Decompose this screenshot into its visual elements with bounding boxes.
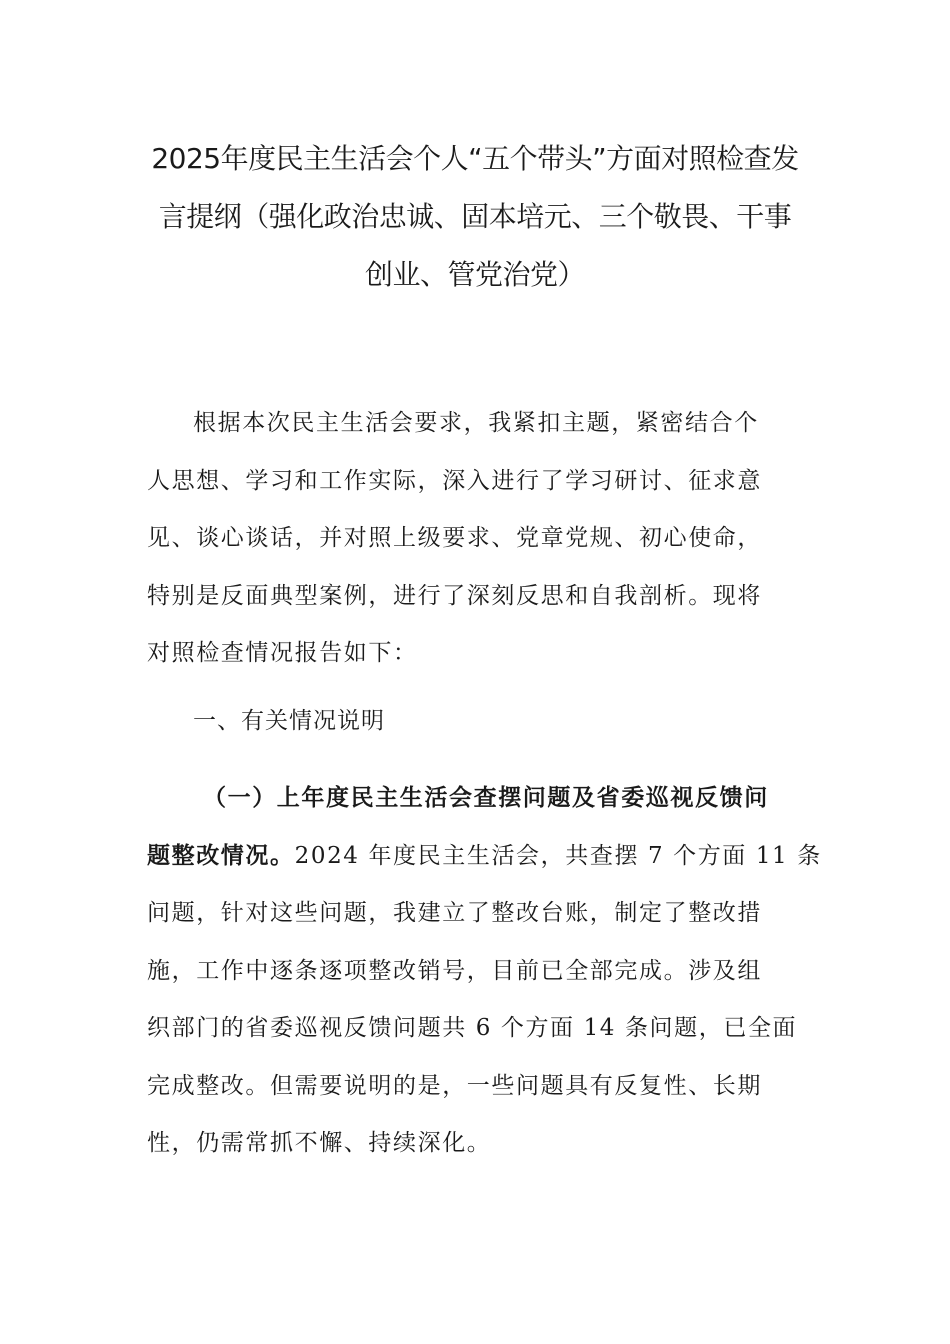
subsection-heading-tail: 题整改情况。 <box>147 842 295 869</box>
paragraph-line: 施，工作中逐条逐项整改销号，目前已全部完成。涉及组 <box>147 957 762 984</box>
paragraph-text: 2024 年度民主生活会，共查摆 7 个方面 11 条 <box>294 842 822 869</box>
section-heading: 一、有关情况说明 <box>193 708 385 734</box>
paragraph-line: 性，仍需常抓不懈、持续深化。 <box>147 1130 492 1156</box>
paragraph-line: 人思想、学习和工作实际，深入进行了学习研讨、征求意 <box>147 467 762 494</box>
title-line: 言提纲（强化政治忠诚、固本培元、三个敬畏、干事 <box>158 200 792 233</box>
title-line: 创业、管党治党） <box>364 258 585 291</box>
paragraph-line: 织部门的省委巡视反馈问题共 6 个方面 14 条问题，已全面 <box>147 1015 798 1041</box>
subsection-heading: （一）上年度民主生活会查摆问题及省委巡视反馈问 <box>203 785 769 811</box>
paragraph-line: 见、谈心谈话，并对照上级要求、党章党规、初心使命， <box>147 525 762 551</box>
paragraph-line: 问题，针对这些问题，我建立了整改台账，制定了整改措 <box>147 900 762 926</box>
section-paragraph <box>147 770 822 1173</box>
document-title <box>140 130 810 304</box>
paragraph-line: 对照检查情况报告如下： <box>147 640 418 666</box>
paragraph-line <box>147 828 822 886</box>
paragraph-line: 根据本次民主生活会要求，我紧扣主题，紧密结合个 <box>193 410 759 436</box>
title-line: 2025年度民主生活会个人“五个带头”方面对照检查发 <box>151 142 799 175</box>
paragraph-line: 特别是反面典型案例，进行了深刻反思和自我剖析。现将 <box>147 582 762 609</box>
paragraph-line: 完成整改。但需要说明的是，一些问题具有反复性、长期 <box>147 1072 762 1099</box>
intro-paragraph <box>147 395 807 683</box>
